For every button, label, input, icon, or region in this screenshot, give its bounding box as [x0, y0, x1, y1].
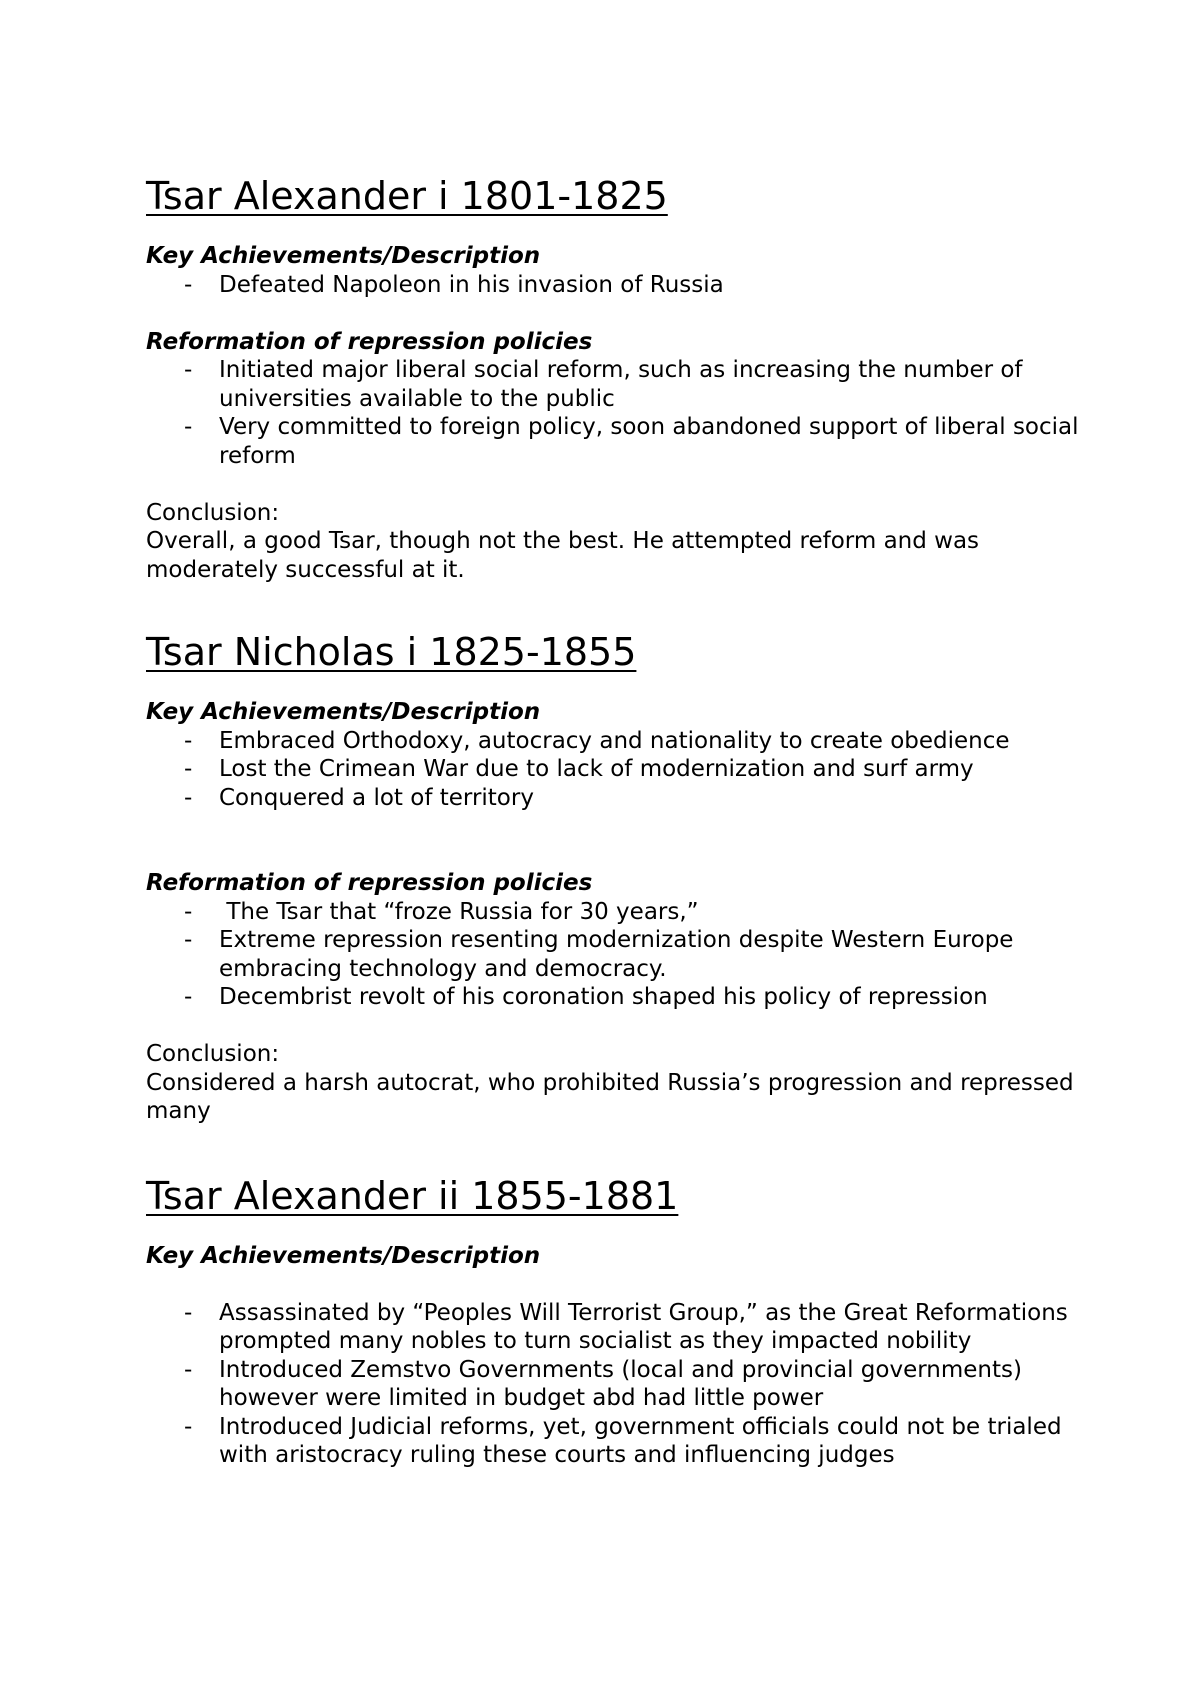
- section-nicholas-i: [146, 628, 1086, 1126]
- bullet-dash: -: [184, 1413, 193, 1440]
- list-item-text: The Tsar that “froze Russia for 30 years,”: [219, 898, 699, 925]
- list-item-text: Embraced Orthodoxy, autocracy and nationality to create obedience: [219, 727, 1010, 754]
- list-item: [146, 1413, 1086, 1470]
- achievements-heading: Key Achievements/Description: [146, 699, 541, 725]
- bullet-dash: -: [184, 756, 193, 782]
- list-item-text: Decembrist revolt of his coronation shaped his policy of repression: [219, 984, 988, 1010]
- list-item-text: Lost the Crimean War due to lack of modernization and surf army: [219, 756, 974, 782]
- list-item: [146, 413, 1086, 470]
- conclusion-label: Conclusion:: [146, 499, 280, 526]
- bullet-dash: -: [184, 414, 193, 440]
- bullet-dash: -: [184, 271, 193, 298]
- document-page: [146, 172, 1086, 1470]
- list-item: [146, 271, 1086, 300]
- bullet-dash: -: [184, 927, 193, 953]
- list-item: [146, 356, 1086, 413]
- achievements-heading: Key Achievements/Description: [146, 243, 541, 269]
- list-item-text: Conquered a lot of territory: [219, 784, 534, 811]
- bullet-dash: -: [184, 784, 193, 811]
- reformation-heading: Reformation of repression policies: [146, 328, 593, 355]
- section-title: Tsar Nicholas i 1825-1855: [146, 630, 637, 674]
- list-item-text: Initiated major liberal social reform, such as increasing the number of universities available to the public: [219, 357, 1030, 412]
- list-item: [146, 1299, 1086, 1356]
- list-item-text: Assassinated by “Peoples Will Terrorist Group,” as the Great Reformations prompted many nobles to turn socialist as they impacted nobility: [219, 1299, 1076, 1354]
- bullet-dash: -: [184, 1356, 193, 1383]
- reformation-list: [146, 356, 1086, 470]
- bullet-dash: -: [184, 357, 193, 383]
- list-item: [146, 898, 1086, 927]
- list-item: [146, 983, 1086, 1012]
- list-item-text: Introduced Zemstvo Governments (local and provincial governments) however were limited in budget abd had little power: [219, 1356, 1030, 1411]
- section-alexander-ii: [146, 1172, 1086, 1470]
- conclusion-text: Considered a harsh autocrat, who prohibited Russia’s progression and repressed many: [146, 1069, 1074, 1124]
- list-item-text: Introduced Judicial reforms, yet, government officials could not be trialed with aristocracy ruling these courts and influencing judges: [219, 1413, 1069, 1468]
- reformation-heading: Reformation of repression policies: [146, 870, 593, 896]
- list-item: [146, 755, 1086, 784]
- conclusion-label: Conclusion:: [146, 1041, 280, 1067]
- list-item: [146, 926, 1086, 983]
- list-item-text: Very committed to foreign policy, soon abandoned support of liberal social reform: [219, 414, 1086, 469]
- achievements-heading: Key Achievements/Description: [146, 1242, 541, 1269]
- reformation-list: [146, 898, 1086, 1012]
- bullet-dash: -: [184, 898, 193, 925]
- achievements-list: [146, 727, 1086, 813]
- bullet-dash: -: [184, 1299, 193, 1326]
- achievements-list: [146, 271, 1086, 300]
- list-item: [146, 727, 1086, 756]
- section-title: Tsar Alexander i 1801-1825: [146, 174, 668, 218]
- bullet-dash: -: [184, 727, 193, 754]
- section-alexander-i: [146, 172, 1086, 584]
- section-title: Tsar Alexander ii 1855-1881: [146, 1173, 679, 1218]
- list-item: [146, 1356, 1086, 1413]
- bullet-dash: -: [184, 984, 193, 1010]
- list-item-text: Extreme repression resenting modernization despite Western Europe embracing technology and democracy.: [219, 927, 1021, 982]
- list-item: [146, 784, 1086, 813]
- list-item-text: Defeated Napoleon in his invasion of Russia: [219, 271, 724, 298]
- conclusion-text: Overall, a good Tsar, though not the best. He attempted reform and was moderately successful at it.: [146, 528, 980, 583]
- achievements-list: [146, 1299, 1086, 1470]
